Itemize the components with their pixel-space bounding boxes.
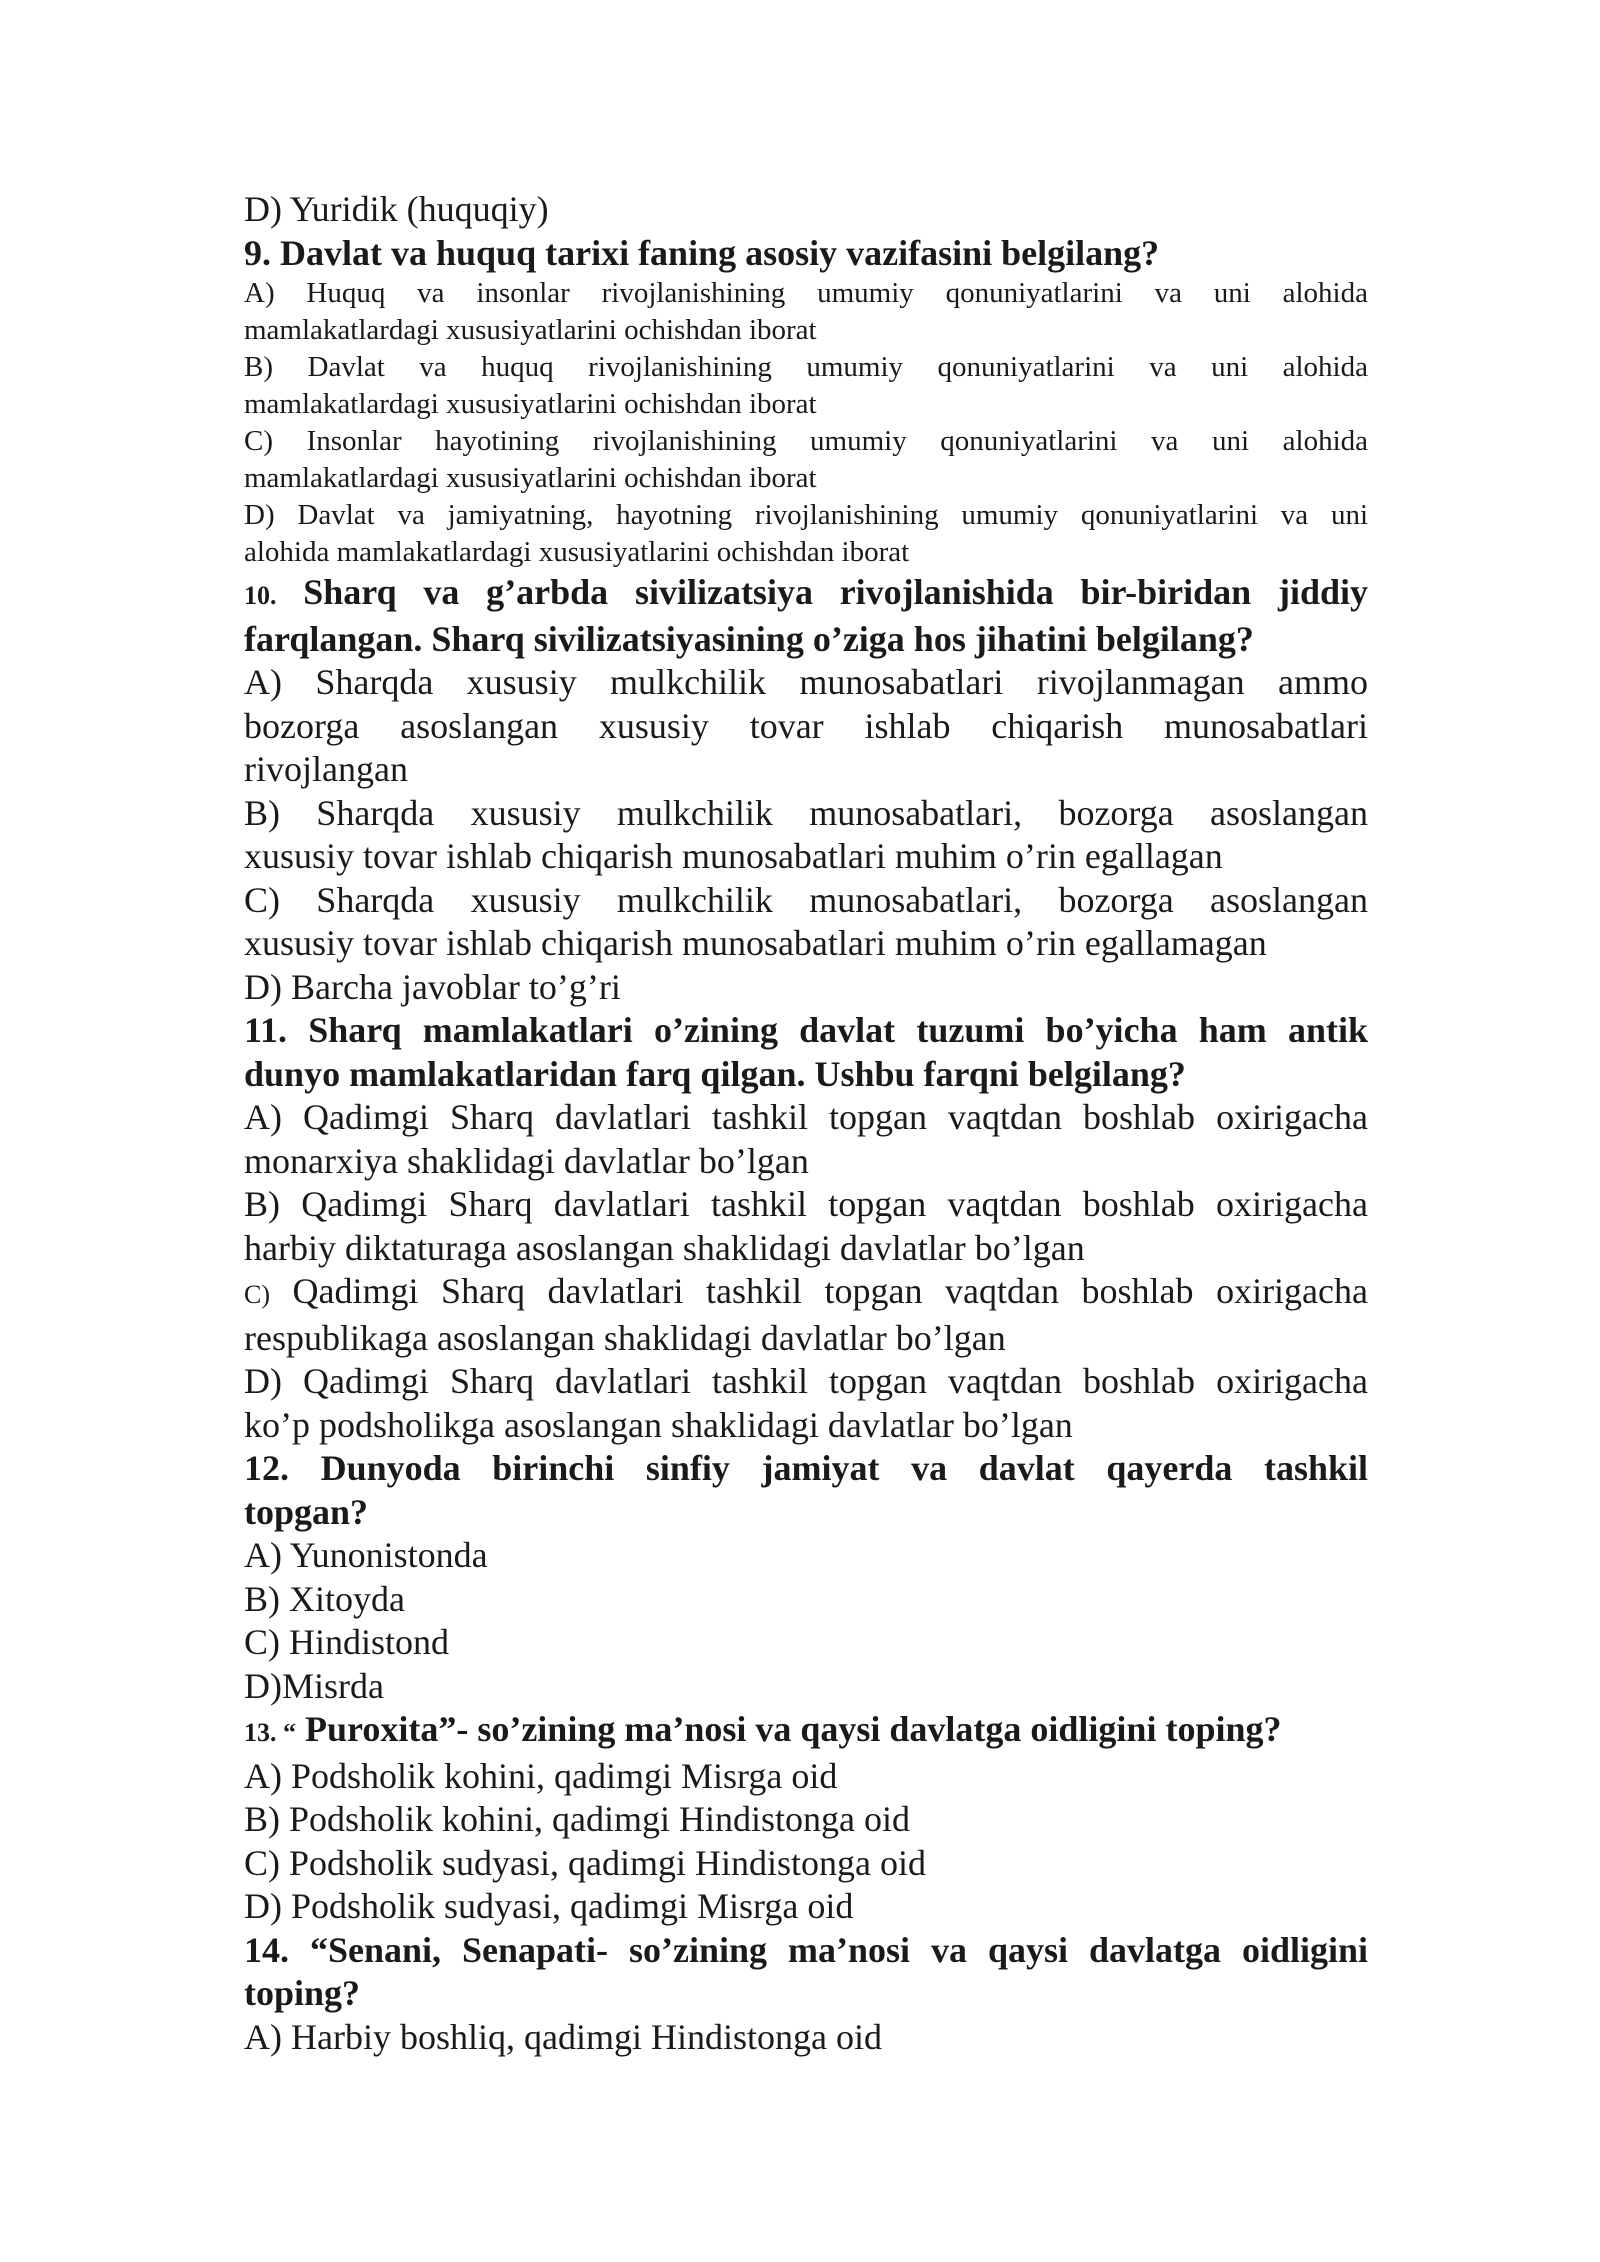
answer-option: [244, 275, 1368, 349]
answer-line: [244, 835, 1368, 879]
answer-line: [244, 534, 1368, 571]
answer-line: [244, 1534, 1368, 1578]
answer-line: [244, 1578, 1368, 1622]
question-line-text: 12. Dunyoda birinchi sinfiy jamiyat va davlat qayerda tashkil: [244, 1448, 1368, 1488]
question-block-q10: [244, 571, 1368, 1009]
answer-line-text: D) Yuridik (huquqiy): [244, 189, 549, 229]
question-block-q13: [244, 1708, 1368, 1929]
answer-line: [244, 460, 1368, 497]
answer-line: [244, 748, 1368, 792]
question-line: [244, 618, 1368, 662]
question-line-text: Sharq va g’arbda sivilizatsiya rivojlanishida bir-biridan jiddiy: [303, 572, 1369, 612]
answer-line: [244, 1665, 1368, 1709]
question-line-text: dunyo mamlakatlaridan farq qilgan. Ushbu farqni belgilang?: [244, 1053, 1186, 1094]
question-block-q12: [244, 1447, 1368, 1708]
answer-line-text: respublikaga asoslangan shaklidagi davlatlar bo’lgan: [244, 1317, 1006, 1358]
question-line-text: 11. Sharq mamlakatlari o’zining davlat tuzumi bo’yicha ham antik: [244, 1010, 1368, 1050]
answer-line-text: D) Barcha javoblar to’g’ri: [244, 966, 621, 1007]
question-line-text: toping?: [244, 1973, 361, 2013]
answer-option: [244, 1270, 1368, 1360]
question-text: [244, 1708, 1368, 1755]
answer-line-text: D) Qadimgi Sharq davlatlari tashkil topgan vaqtdan boshlab oxirigacha: [244, 1361, 1368, 1401]
answer-option: [244, 423, 1368, 497]
answer-option: [244, 1885, 1368, 1929]
answer-line: [244, 1140, 1368, 1184]
answer-line: [244, 879, 1368, 923]
question-line: [244, 1708, 1368, 1755]
answer-line: [244, 922, 1368, 966]
answer-option: [244, 879, 1368, 966]
answer-line: [244, 1885, 1368, 1929]
question-line: [244, 571, 1368, 618]
answer-line: [244, 188, 1368, 232]
answer-line-text: bozorga asoslangan xususiy tovar ishlab chiqarish munosabatlari: [244, 705, 1368, 746]
answer-line: [244, 1183, 1368, 1227]
answer-line-text: B) Xitoyda: [244, 1578, 405, 1619]
answer-option: [244, 349, 1368, 423]
question-block-q9: [244, 232, 1368, 572]
answer-option: [244, 792, 1368, 879]
answer-line: [244, 1798, 1368, 1842]
answer-line: [244, 1096, 1368, 1140]
answer-line: [244, 1270, 1368, 1317]
answer-line-text: monarxiya shaklidagi davlatlar bo’lgan: [244, 1140, 809, 1181]
answer-line-text: B) Davlat va huquq rivojlanishining umumiy qonuniyatlarini va uni alohida: [244, 351, 1368, 383]
question-line: [244, 1929, 1368, 1973]
answer-line-text: C) Insonlar hayotining rivojlanishining umumiy qonuniyatlarini va uni alohida: [244, 425, 1368, 457]
answer-option: [244, 1360, 1368, 1447]
answer-line: [244, 275, 1368, 312]
answer-line-text: D) Davlat va jamiyatning, hayotning rivojlanishining umumiy qonuniyatlarini va uni: [244, 499, 1368, 531]
question-number: 10.: [244, 581, 277, 610]
answer-option: [244, 661, 1368, 792]
answer-line: [244, 1404, 1368, 1448]
question-block-q8: [244, 188, 1368, 232]
answer-line: [244, 661, 1368, 705]
answer-option: [244, 188, 1368, 232]
question-text: [244, 1447, 1368, 1534]
answer-line-text: A) Qadimgi Sharq davlatlari tashkil topgan vaqtdan boshlab oxirigacha: [244, 1097, 1368, 1137]
answer-line: [244, 312, 1368, 349]
answer-line: [244, 386, 1368, 423]
answer-line: [244, 705, 1368, 749]
question-line-text: 14. “Senani, Senapati- so’zining ma’nosi va qaysi davlatga oidligini: [244, 1929, 1368, 1970]
answer-line-text: A) Sharqda xususiy mulkchilik munosabatlari rivojlanmagan ammo: [244, 662, 1368, 702]
answer-line-text: C) Podsholik sudyasi, qadimgi Hindistonga oid: [244, 1842, 927, 1883]
answer-option: [244, 1183, 1368, 1270]
answer-line: [244, 349, 1368, 386]
question-block-q14: [244, 1929, 1368, 2060]
answer-line: [244, 1317, 1368, 1361]
answer-option: [244, 1096, 1368, 1183]
answer-option: [244, 1534, 1368, 1578]
answer-option: [244, 1842, 1368, 1886]
answer-line: [244, 1842, 1368, 1886]
answer-option: [244, 1755, 1368, 1799]
answer-line-text: C) Sharqda xususiy mulkchilik munosabatlari, bozorga asoslangan: [244, 879, 1368, 920]
answer-line-text: B) Qadimgi Sharq davlatlari tashkil topgan vaqtdan boshlab oxirigacha: [244, 1184, 1368, 1224]
question-line: [244, 1009, 1368, 1053]
answer-line: [244, 1227, 1368, 1271]
answer-line-text: rivojlangan: [244, 749, 408, 789]
answer-option: [244, 2016, 1368, 2060]
question-line: [244, 1972, 1368, 2016]
answer-line: [244, 1621, 1368, 1665]
answer-line-text: C) Hindistond: [244, 1622, 450, 1662]
answer-line-text: A) Podsholik kohini, qadimgi Misrga oid: [244, 1755, 838, 1796]
answer-option: [244, 497, 1368, 571]
answer-line: [244, 423, 1368, 460]
answer-line-text: xususiy tovar ishlab chiqarish munosabatlari muhim o’rin egallagan: [244, 836, 1223, 876]
answer-line-text: harbiy diktaturaga asoslangan shaklidagi davlatlar bo’lgan: [244, 1227, 1085, 1268]
document-page: [244, 188, 1368, 2059]
question-line: [244, 1447, 1368, 1491]
answer-line-text: D)Misrda: [244, 1665, 384, 1706]
answer-line-text: Qadimgi Sharq davlatlari tashkil topgan vaqtdan boshlab oxirigacha: [292, 1271, 1368, 1311]
answer-line-text: mamlakatlardagi xususiyatlarini ochishdan iborat: [244, 314, 817, 346]
question-line: [244, 1491, 1368, 1535]
answer-option: [244, 966, 1368, 1010]
answer-line-text: mamlakatlardagi xususiyatlarini ochishdan iborat: [244, 462, 817, 494]
answer-line-text: B) Podsholik kohini, qadimgi Hindistonga oid: [244, 1799, 911, 1839]
question-line-text: topgan?: [244, 1491, 369, 1532]
answer-line: [244, 2016, 1368, 2060]
question-line-text: 9. Davlat va huquq tarixi faning asosiy vazifasini belgilang?: [244, 232, 1160, 273]
answer-line: [244, 1360, 1368, 1404]
question-block-q11: [244, 1009, 1368, 1447]
answer-line: [244, 792, 1368, 836]
answer-line: [244, 966, 1368, 1010]
answer-option: [244, 1621, 1368, 1665]
answer-prefix: C): [244, 1280, 270, 1309]
answer-line: [244, 497, 1368, 534]
question-line: [244, 1053, 1368, 1097]
answer-line-text: D) Podsholik sudyasi, qadimgi Misrga oid: [244, 1886, 854, 1926]
question-line-text: Puroxita”- so’zining ma’nosi va qaysi davlatga oidligini toping?: [305, 1709, 1282, 1749]
answer-option: [244, 1665, 1368, 1709]
answer-line-text: B) Sharqda xususiy mulkchilik munosabatlari, bozorga asoslangan: [244, 792, 1368, 833]
question-text: [244, 232, 1368, 276]
question-line: [244, 232, 1368, 276]
answer-line-text: A) Yunonistonda: [244, 1535, 488, 1575]
answer-line-text: alohida mamlakatlardagi xususiyatlarini ochishdan iborat: [244, 536, 910, 568]
question-number: 13. “: [244, 1718, 296, 1747]
answer-line: [244, 1755, 1368, 1799]
answer-option: [244, 1798, 1368, 1842]
question-text: [244, 1009, 1368, 1096]
answer-line-text: A) Huquq va insonlar rivojlanishining umumiy qonuniyatlarini va uni alohida: [244, 277, 1368, 309]
question-text: [244, 1929, 1368, 2016]
answer-line-text: ko’p podsholikga asoslangan shaklidagi davlatlar bo’lgan: [244, 1404, 1073, 1445]
answer-line-text: A) Harbiy boshliq, qadimgi Hindistonga oid: [244, 2016, 882, 2057]
answer-line-text: xususiy tovar ishlab chiqarish munosabatlari muhim o’rin egallamagan: [244, 923, 1267, 963]
question-text: [244, 571, 1368, 661]
answer-line-text: mamlakatlardagi xususiyatlarini ochishdan iborat: [244, 388, 817, 420]
question-line-text: farqlangan. Sharq sivilizatsiyasining o’ziga hos jihatini belgilang?: [244, 618, 1254, 659]
answer-option: [244, 1578, 1368, 1622]
